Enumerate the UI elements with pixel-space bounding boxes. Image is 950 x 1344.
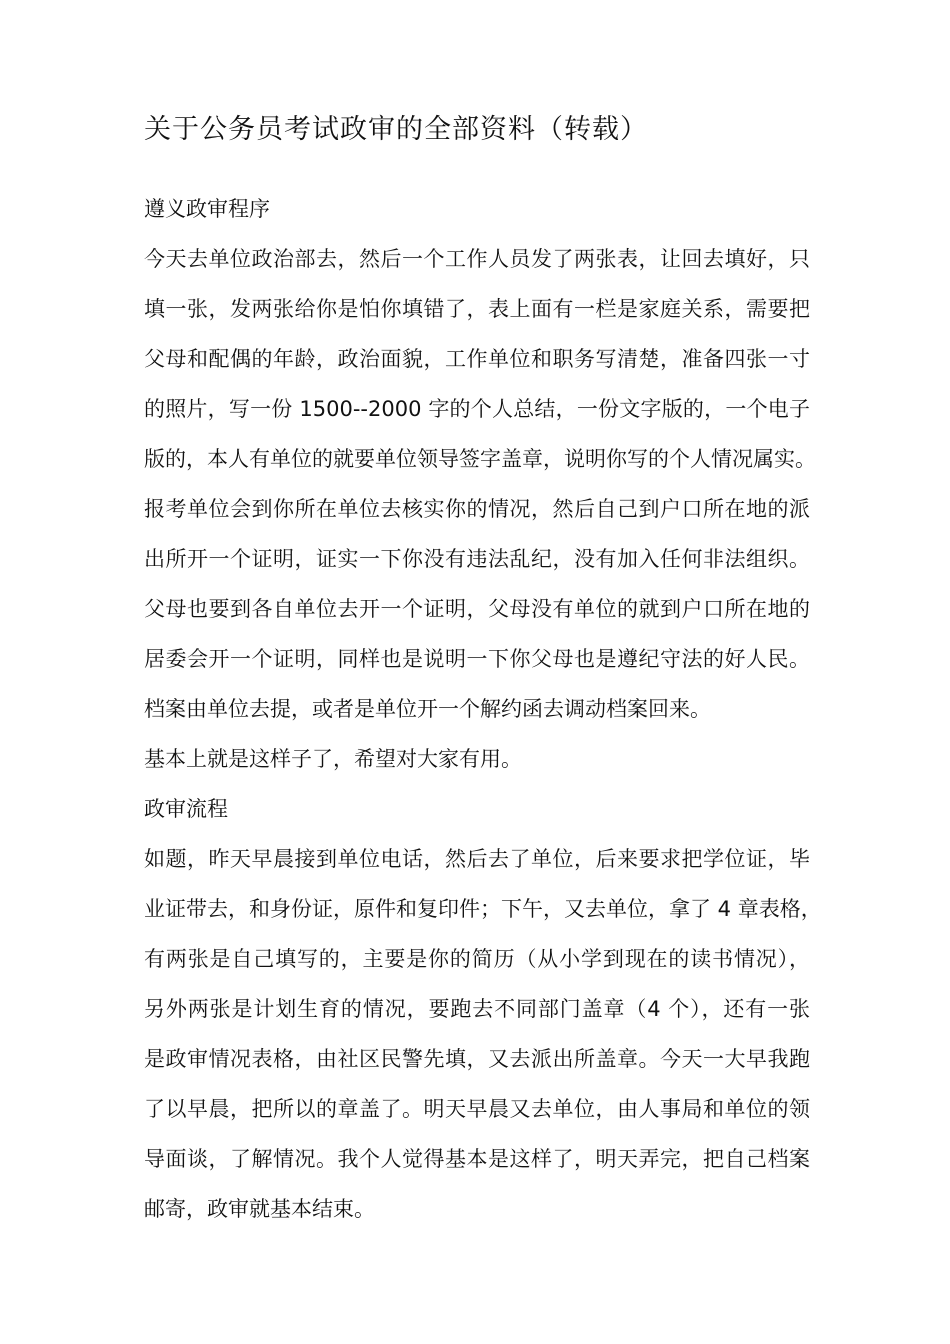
text-line: 遵义政审程序 xyxy=(144,197,270,221)
text-line: 出所开一个证明，证实一下你没有违法乱纪，没有加入任何非法组织。 xyxy=(144,547,810,571)
text-line: 父母也要到各自单位去开一个证明，父母没有单位的就到户口所在地的 xyxy=(144,597,810,621)
text-line: 报考单位会到你所在单位去核实你的情况，然后自己到户口所在地的派 xyxy=(144,497,810,521)
text-line: 基本上就是这样子了，希望对大家有用。 xyxy=(144,747,522,771)
text-line: 居委会开一个证明，同样也是说明一下你父母也是遵纪守法的好人民。 xyxy=(144,647,810,671)
text-line: 政审流程 xyxy=(144,797,228,821)
text-line: 填一张，发两张给你是怕你填错了，表上面有一栏是家庭关系，需要把 xyxy=(144,297,810,321)
text-line: 邮寄，政审就基本结束。 xyxy=(144,1197,375,1221)
text-line: 今天去单位政治部去，然后一个工作人员发了两张表，让回去填好，只 xyxy=(144,247,810,271)
text-line: 另外两张是计划生育的情况，要跑去不同部门盖章（4 个），还有一张 xyxy=(144,997,810,1021)
text-line: 业证带去，和身份证，原件和复印件；下午，又去单位，拿了 4 章表格， xyxy=(144,897,822,921)
text-line: 如题，昨天早晨接到单位电话，然后去了单位，后来要求把学位证，毕 xyxy=(144,847,810,871)
text-line: 有两张是自己填写的，主要是你的简历（从小学到现在的读书情况）， xyxy=(144,947,810,971)
text-line: 版的，本人有单位的就要单位领导签字盖章，说明你写的个人情况属实。 xyxy=(144,447,816,471)
text-line: 的照片，写一份 1500--2000 字的个人总结，一份文字版的，一个电子 xyxy=(144,397,810,421)
text-line: 导面谈，了解情况。我个人觉得基本是这样了，明天弄完，把自己档案 xyxy=(144,1147,810,1171)
text-line: 是政审情况表格，由社区民警先填，又去派出所盖章。今天一大早我跑 xyxy=(144,1047,810,1071)
document-body xyxy=(144,184,822,1234)
text-line: 父母和配偶的年龄，政治面貌，工作单位和职务写清楚，准备四张一寸 xyxy=(144,347,810,371)
document-title: 关于公务员考试政审的全部资料（转载） xyxy=(144,114,648,145)
text-line: 档案由单位去提，或者是单位开一个解约函去调动档案回来。 xyxy=(144,697,711,721)
text-line: 了以早晨，把所以的章盖了。明天早晨又去单位，由人事局和单位的领 xyxy=(144,1097,810,1121)
